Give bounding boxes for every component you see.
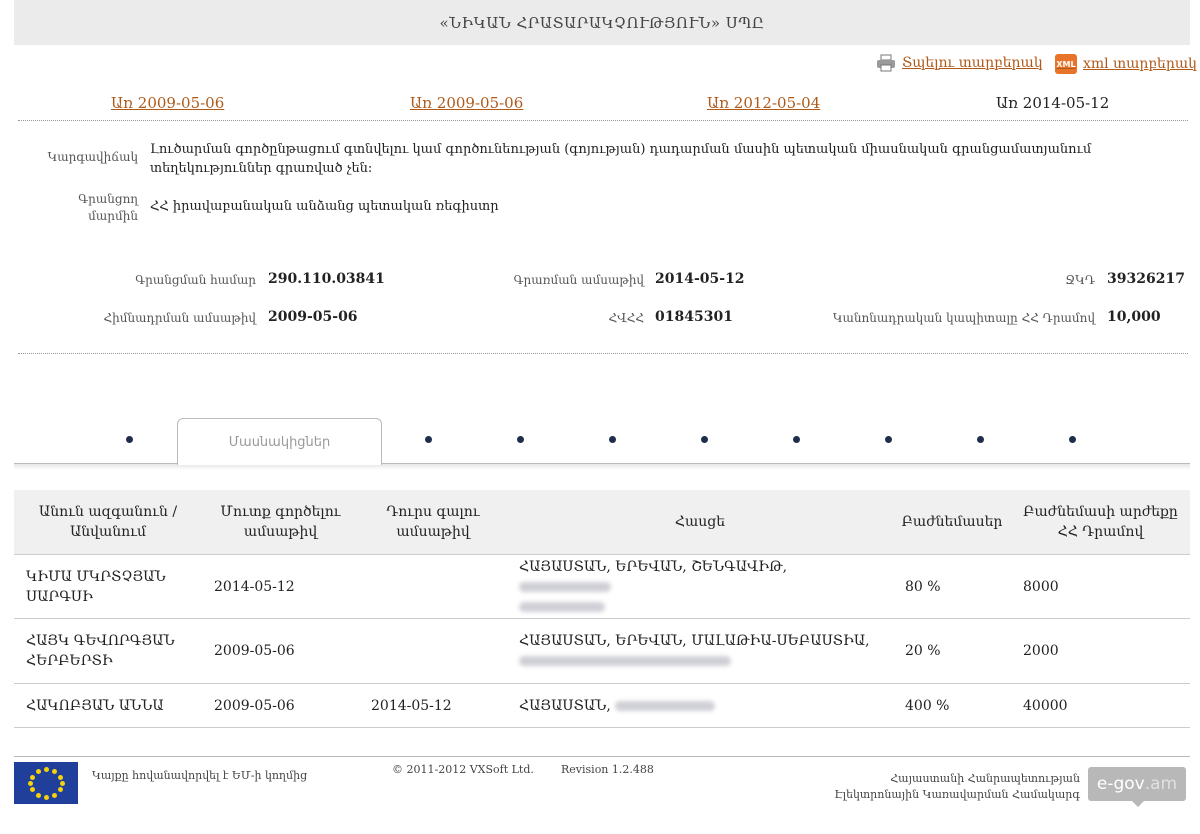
- tab-dot-3[interactable]: [517, 436, 524, 443]
- egov-logo[interactable]: [1088, 767, 1186, 801]
- tab-dot-9[interactable]: [1069, 436, 1076, 443]
- tab-dot-1[interactable]: [126, 436, 133, 443]
- cell-share: 20 %: [893, 619, 1011, 684]
- capital-value: 10,000: [1107, 309, 1161, 325]
- gov-system-line1: Հայաստանի Հանրապետության: [890, 772, 1080, 785]
- cell-share-value: 2000: [1011, 619, 1190, 684]
- cell-name: ԿԻՄԱ ՄԿՐՏՉՅԱՆ ՍԱՐԳՍԻ: [14, 555, 202, 619]
- table-row: [14, 684, 1190, 728]
- cell-entry-date: 2009-05-06: [202, 619, 359, 684]
- address-text: ՀԱՅԱՍՏԱՆ, ԵՐԵՎԱՆ, ՇԵՆԳԱՎԻԹ,: [519, 558, 788, 575]
- tab-dot-8[interactable]: [977, 436, 984, 443]
- cell-exit-date: [359, 619, 507, 684]
- redacted-text: [519, 656, 731, 666]
- hvhh-label: ՀՎՀՀ: [608, 311, 644, 325]
- version-link-2[interactable]: Առ 2009-05-06: [410, 94, 524, 112]
- redacted-text: [519, 602, 605, 612]
- reg-number-value: 290.110.03841: [268, 271, 385, 287]
- col-header-share-value: Բաժնեմասի արժեքը ՀՀ Դրամով: [1011, 490, 1190, 555]
- print-version-label: Տպելու տարբերակ: [902, 55, 1043, 71]
- col-header-shares: Բաժնեմասեր: [893, 490, 1011, 555]
- registry-label-line1: Գրանցող: [78, 192, 138, 206]
- col-header-exit-date: Դուրս գալու ամսաթիվ: [359, 490, 507, 555]
- cell-share: 400 %: [893, 684, 1011, 728]
- registry-label: [30, 191, 138, 225]
- xml-file-icon: XML: [1055, 54, 1077, 74]
- status-value: Լուծարման գործընթացում գտնվելու կամ գործունեության (գոյության) դադարման մասին պետական միասնական գրանցամատյանում տեղեկություններ գրառված չեն:: [150, 142, 1092, 176]
- tab-dot-4[interactable]: [609, 436, 616, 443]
- table-header-row: [14, 490, 1190, 555]
- status-label: Կարգավիճակ: [47, 150, 138, 164]
- version-link-3[interactable]: Առ 2012-05-04: [707, 94, 821, 112]
- gov-system-text: [780, 771, 1080, 803]
- tab-dot-7[interactable]: [885, 436, 892, 443]
- cell-share-value: 40000: [1011, 684, 1190, 728]
- reg-number-label: Գրանցման համար: [135, 273, 256, 287]
- cell-address: [507, 684, 893, 728]
- xml-version-label: xml տարբերակ: [1083, 56, 1197, 72]
- reg-date-label: Գրառման ամսաթիվ: [513, 273, 644, 287]
- gov-system-line2: Էլեկտրոնային Կառավարման Համակարգ: [834, 788, 1080, 801]
- cell-entry-date: 2009-05-06: [202, 684, 359, 728]
- col-header-address: Հասցե: [507, 490, 893, 555]
- cell-share-value: 8000: [1011, 555, 1190, 619]
- capital-label: Կանոնադրական կապիտալը ՀՀ Դրամով: [832, 311, 1095, 325]
- version-link-1[interactable]: Առ 2009-05-06: [111, 94, 225, 112]
- egov-logo-suffix: .am: [1144, 774, 1178, 794]
- eu-flag-icon: [14, 762, 78, 804]
- print-version-link[interactable]: [876, 54, 1043, 72]
- hvhh-value: 01845301: [655, 309, 733, 325]
- tax-label: ՋԿԴ: [1065, 273, 1095, 287]
- cell-share: 80 %: [893, 555, 1011, 619]
- divider: [18, 353, 1188, 354]
- founded-value: 2009-05-06: [268, 309, 358, 325]
- revision-text: Revision 1.2.488: [561, 763, 654, 776]
- copyright-text: © 2011-2012 VXSoft Ltd.: [392, 763, 534, 776]
- cell-exit-date: [359, 555, 507, 619]
- tab-dot-6[interactable]: [793, 436, 800, 443]
- divider: [18, 120, 1188, 121]
- printer-icon: [876, 54, 896, 72]
- tab-strip: [14, 418, 1190, 464]
- registry-label-line2: մարմին: [88, 209, 138, 223]
- cell-address: [507, 555, 893, 619]
- page-title-bar: [14, 0, 1190, 45]
- cell-entry-date: 2014-05-12: [202, 555, 359, 619]
- tab-dot-5[interactable]: [701, 436, 708, 443]
- tab-dot-2[interactable]: [425, 436, 432, 443]
- egov-logo-text: e-gov: [1096, 774, 1145, 794]
- xml-version-link[interactable]: [1055, 54, 1197, 74]
- cell-name: ՀԱՅԿ ԳԵՎՈՐԳՅԱՆ ՀԵՐԲԵՐՏԻ: [14, 619, 202, 684]
- redacted-text: [519, 582, 611, 592]
- registry-value: ՀՀ իրավաբանական անձանց պետական ռեգիստր: [150, 199, 499, 214]
- version-current: Առ 2014-05-12: [996, 94, 1110, 112]
- reg-date-value: 2014-05-12: [655, 271, 745, 287]
- table-row: [14, 555, 1190, 619]
- redacted-text: [615, 701, 715, 711]
- cell-name: ՀԱԿՈԲՅԱՆ ԱՆՆԱ: [14, 684, 202, 728]
- col-header-name: Անուն ազգանուն / Անվանում: [14, 490, 202, 555]
- tab-participants[interactable]: Մասնակիցներ: [177, 418, 382, 465]
- tax-value: 39326217: [1107, 271, 1185, 287]
- footer-divider: [14, 756, 1190, 757]
- egov-logo-pointer: [1132, 801, 1144, 807]
- address-text: ՀԱՅԱՍՏԱՆ, ԵՐԵՎԱՆ, ՄԱԼԱԹԻԱ-ՍԵԲԱՍՏԻԱ,: [519, 633, 870, 649]
- address-text: ՀԱՅԱՍՏԱՆ,: [519, 697, 611, 714]
- cell-address: [507, 619, 893, 684]
- participants-table: [14, 490, 1190, 728]
- eu-sponsor-text: Կայքը հովանավորվել է ԵՄ-ի կողմից: [92, 769, 308, 782]
- founded-label: Հիմնադրման ամսաթիվ: [103, 311, 256, 325]
- col-header-entry-date: Մուտք գործելու ամսաթիվ: [202, 490, 359, 555]
- table-row: [14, 619, 1190, 684]
- cell-exit-date: 2014-05-12: [359, 684, 507, 728]
- company-title: «ՆԻԿԱՆ ՀՐԱՏԱՐԱԿՉՈՒԹՅՈՒՆ» ՍՊԸ: [439, 13, 765, 32]
